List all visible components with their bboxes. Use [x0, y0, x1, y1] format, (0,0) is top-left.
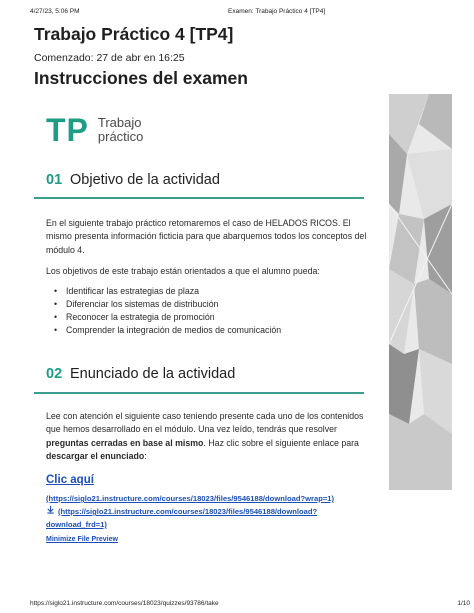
statement-text: :	[144, 450, 147, 461]
section-title: Objetivo de la actividad	[70, 172, 220, 188]
download-wrap-link[interactable]: (https://siglo21.instructure.com/courses/18023/files/9546188/download?wrap=1)	[46, 494, 335, 503]
section-title: Enunciado de la actividad	[70, 366, 236, 382]
objective-paragraph: En el siguiente trabajo práctico retomaremos el caso de HELADOS RICOS. El mismo presenta información ficticia para que abarquemos todos los conceptos del módulo 4.	[46, 218, 367, 255]
logo-text-line1: Trabajo	[97, 115, 142, 130]
download-icon[interactable]	[46, 505, 55, 518]
statement-text: Lee con atención el siguiente caso teniendo presente cada uno de los contenidos que hemos desarrollado en el módulo. Una vez leído, tendrás que resolver	[46, 411, 364, 435]
logo-text	[98, 116, 144, 144]
print-header-datetime: 4/27/23, 5:06 PM	[30, 8, 80, 15]
section-objective-heading	[46, 172, 220, 188]
tp-logo	[46, 114, 143, 146]
list-item: • Comprender la integración de medios de comunicación	[58, 324, 281, 337]
instructions-heading: Instrucciones del examen	[34, 68, 248, 88]
list-item: • Identificar las estrategias de plaza	[58, 285, 281, 298]
section-divider	[34, 392, 364, 394]
quiz-started-time: Comenzado: 27 de abr en 16:25	[34, 52, 185, 64]
objectives-intro: Los objetivos de este trabajo están orientados a que el alumno pueda:	[46, 266, 320, 276]
statement-text: . Haz clic sobre el siguiente enlace para	[203, 437, 359, 448]
list-item: • Reconocer la estrategia de promoción	[58, 311, 281, 324]
section-number: 01	[46, 172, 63, 188]
minimize-file-preview-link[interactable]: Minimize File Preview	[46, 536, 118, 543]
statement-paragraph	[46, 410, 376, 463]
quiz-title: Trabajo Práctico 4 [TP4]	[34, 24, 234, 44]
decorative-banner-image	[389, 94, 452, 490]
print-header-title: Examen: Trabajo Práctico 4 [TP4]	[228, 8, 326, 15]
section-divider	[34, 197, 364, 199]
download-frd-text-1[interactable]: (https://siglo21.instructure.com/courses/18023/files/9546188/download?	[58, 507, 318, 516]
print-footer-page: 1/10	[457, 600, 470, 607]
logo-mark: TP	[46, 112, 89, 148]
objectives-list	[58, 285, 281, 337]
section-number: 02	[46, 366, 63, 382]
list-item: • Diferenciar los sistemas de distribución	[58, 298, 281, 311]
download-file-link[interactable]	[46, 505, 317, 531]
section-statement-heading	[46, 366, 235, 382]
download-frd-text-2[interactable]: download_frd=1)	[46, 520, 107, 529]
statement-bold: descargar el enunciado	[46, 450, 145, 461]
print-footer-url: https://siglo21.instructure.com/courses/18023/quizzes/93786/take	[30, 600, 219, 607]
logo-text-line2: práctico	[97, 129, 144, 144]
click-here-link[interactable]: Clic aquí	[46, 474, 94, 486]
statement-bold: preguntas cerradas en base al mismo	[46, 437, 204, 448]
